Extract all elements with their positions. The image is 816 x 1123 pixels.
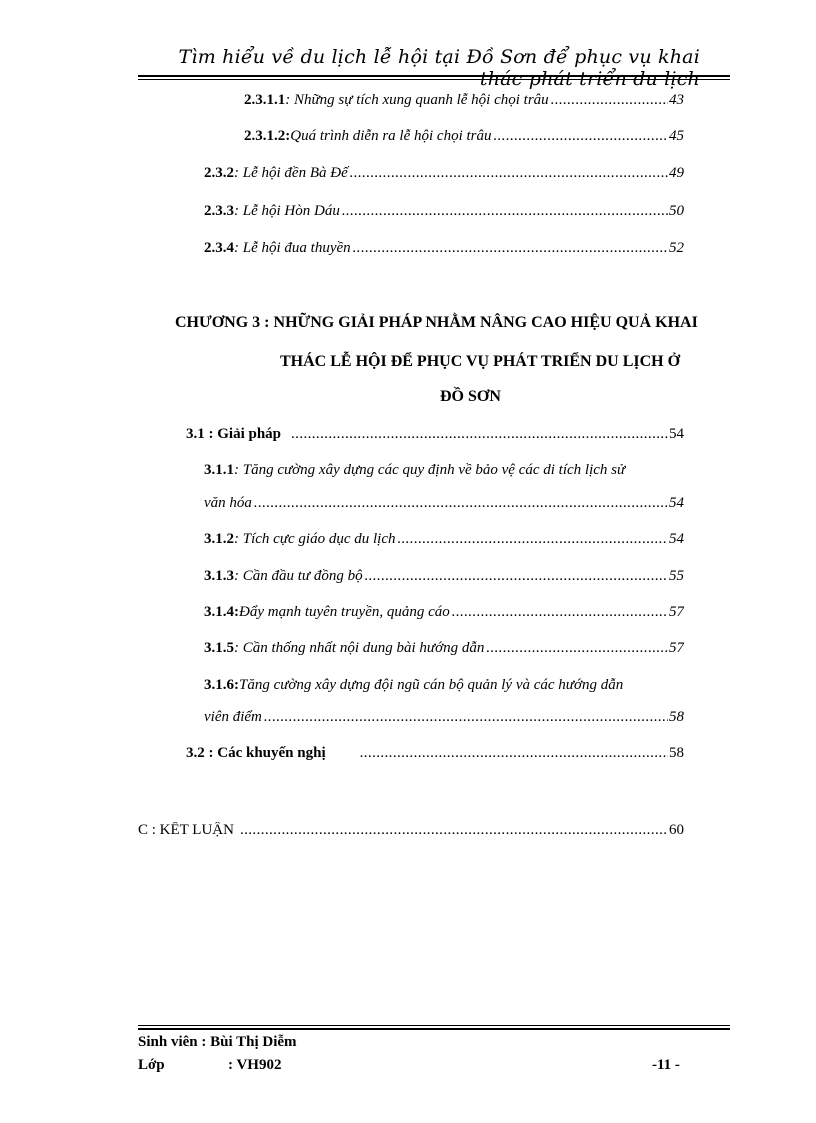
toc-page: 49 [669,165,684,181]
toc-leader-dots [452,604,668,621]
toc-leader-dots [254,495,668,512]
running-header: Tìm hiểu về du lịch lễ hội tại Đồ Sơn để phục vụ khai [178,46,700,68]
toc-entry-3-1-2 [204,531,684,548]
toc-entry-2-3-4 [204,240,684,257]
toc-number: 3.1.6: [204,677,239,693]
footer-rule-thick [138,1028,730,1030]
toc-title: Đẩy mạnh tuyên truyền, quảng cáo [239,604,450,620]
toc-number: 3.1.2 [204,531,234,547]
toc-number: 2.3.4 [204,240,234,256]
toc-entry-conclusion [138,822,684,839]
toc-number: 2.3.1.2: [244,128,291,144]
toc-number: 3.1.3 [204,568,234,584]
toc-title: viên điểm [204,709,262,725]
toc-entry-3-1-3 [204,568,684,585]
toc-page: 52 [669,240,684,256]
toc-page: 58 [669,745,684,761]
footer-class-label: Lớp [138,1057,165,1073]
toc-number: 3.2 : Các khuyến nghị [186,745,326,761]
toc-entry-2-3-1-1 [244,92,684,109]
toc-title: : Cần đầu tư đồng bộ [234,568,363,584]
toc-leader-dots [365,568,668,585]
toc-number: 3.1.1 [204,462,234,478]
toc-page: 60 [669,822,684,838]
toc-page: 57 [669,604,684,620]
toc-entry-2-3-3 [204,203,684,220]
toc-title: văn hóa [204,495,252,511]
toc-leader-dots [353,240,668,257]
toc-entry-3-1-6-cont [204,709,684,726]
toc-title: : Lễ hội đua thuyền [234,240,351,256]
toc-entry-3-1-1 [204,462,704,479]
toc-number: 3.1 : Giải pháp [186,426,282,442]
toc-page: 57 [669,640,684,656]
toc-leader-dots [264,709,668,726]
toc-leader-dots [350,165,668,182]
toc-page: 58 [669,709,684,725]
header-rule-thick [138,75,730,77]
toc-number: 2.3.2 [204,165,234,181]
toc-title: : Cần thống nhất nội dung bài hướng dẫn [234,640,485,656]
toc-title: : Lễ hội đền Bà Đế [234,165,348,181]
toc-leader-dots [342,203,668,220]
header-rule-thin [138,79,730,80]
toc-leader-dots [397,531,668,548]
toc-entry-3-2 [186,745,684,762]
toc-title: : Tích cực giáo dục du lịch [234,531,396,547]
chapter-3-heading-line1: CHƯƠNG 3 : NHỮNG GIẢI PHÁP NHẰM NÂNG CAO HIỆU QUẢ KHAI [175,314,698,331]
toc-number: 3.1.4: [204,604,239,620]
toc-page: 45 [669,128,684,144]
toc-page: 54 [669,426,684,442]
toc-leader-dots [486,640,668,657]
toc-title: : Tăng cường xây dựng các quy định về bảo vệ các di tích lịch sử [234,462,626,478]
toc-number: 3.1.5 [204,640,234,656]
toc-page: 54 [669,531,684,547]
footer-class-value: : VH902 [228,1057,282,1073]
toc-title: Quá trình diễn ra lễ hội chọi trâu [290,128,492,144]
toc-number: 2.3.3 [204,203,234,219]
toc-page: 55 [669,568,684,584]
toc-entry-2-3-2 [204,165,684,182]
chapter-3-heading-line2: THÁC LỄ HỘI ĐỂ PHỤC VỤ PHÁT TRIỂN DU LỊCH Ở [280,353,681,370]
toc-entry-3-1-4 [204,604,684,621]
toc-entry-2-3-1-2 [244,128,684,145]
toc-number: 2.3.1.1 [244,92,286,108]
toc-page: 43 [669,92,684,108]
toc-page: 54 [669,495,684,511]
toc-entry-3-1-6 [204,677,704,694]
chapter-3-heading-line3: ĐỒ SƠN [440,388,501,405]
toc-title: C : KẾT LUẬN [138,822,234,838]
toc-leader-dots [551,92,668,109]
toc-entry-3-1-5 [204,640,684,657]
toc-entry-3-1 [186,426,684,443]
toc-leader-dots [240,822,668,839]
toc-title: : Lễ hội Hòn Dáu [234,203,340,219]
toc-leader-dots [291,426,668,443]
footer-page-number: -11 - [652,1057,680,1073]
toc-leader-dots [360,745,668,762]
footer-rule-thin [138,1025,730,1026]
toc-entry-3-1-1-cont [204,495,684,512]
toc-title: : Những sự tích xung quanh lễ hội chọi trâu [285,92,549,108]
toc-title: Tăng cường xây dựng đội ngũ cán bộ quản lý và các hướng dẫn [239,677,624,693]
toc-page: 50 [669,203,684,219]
footer-student: Sinh viên : Bùi Thị Diễm [138,1034,297,1050]
toc-leader-dots [494,128,669,145]
